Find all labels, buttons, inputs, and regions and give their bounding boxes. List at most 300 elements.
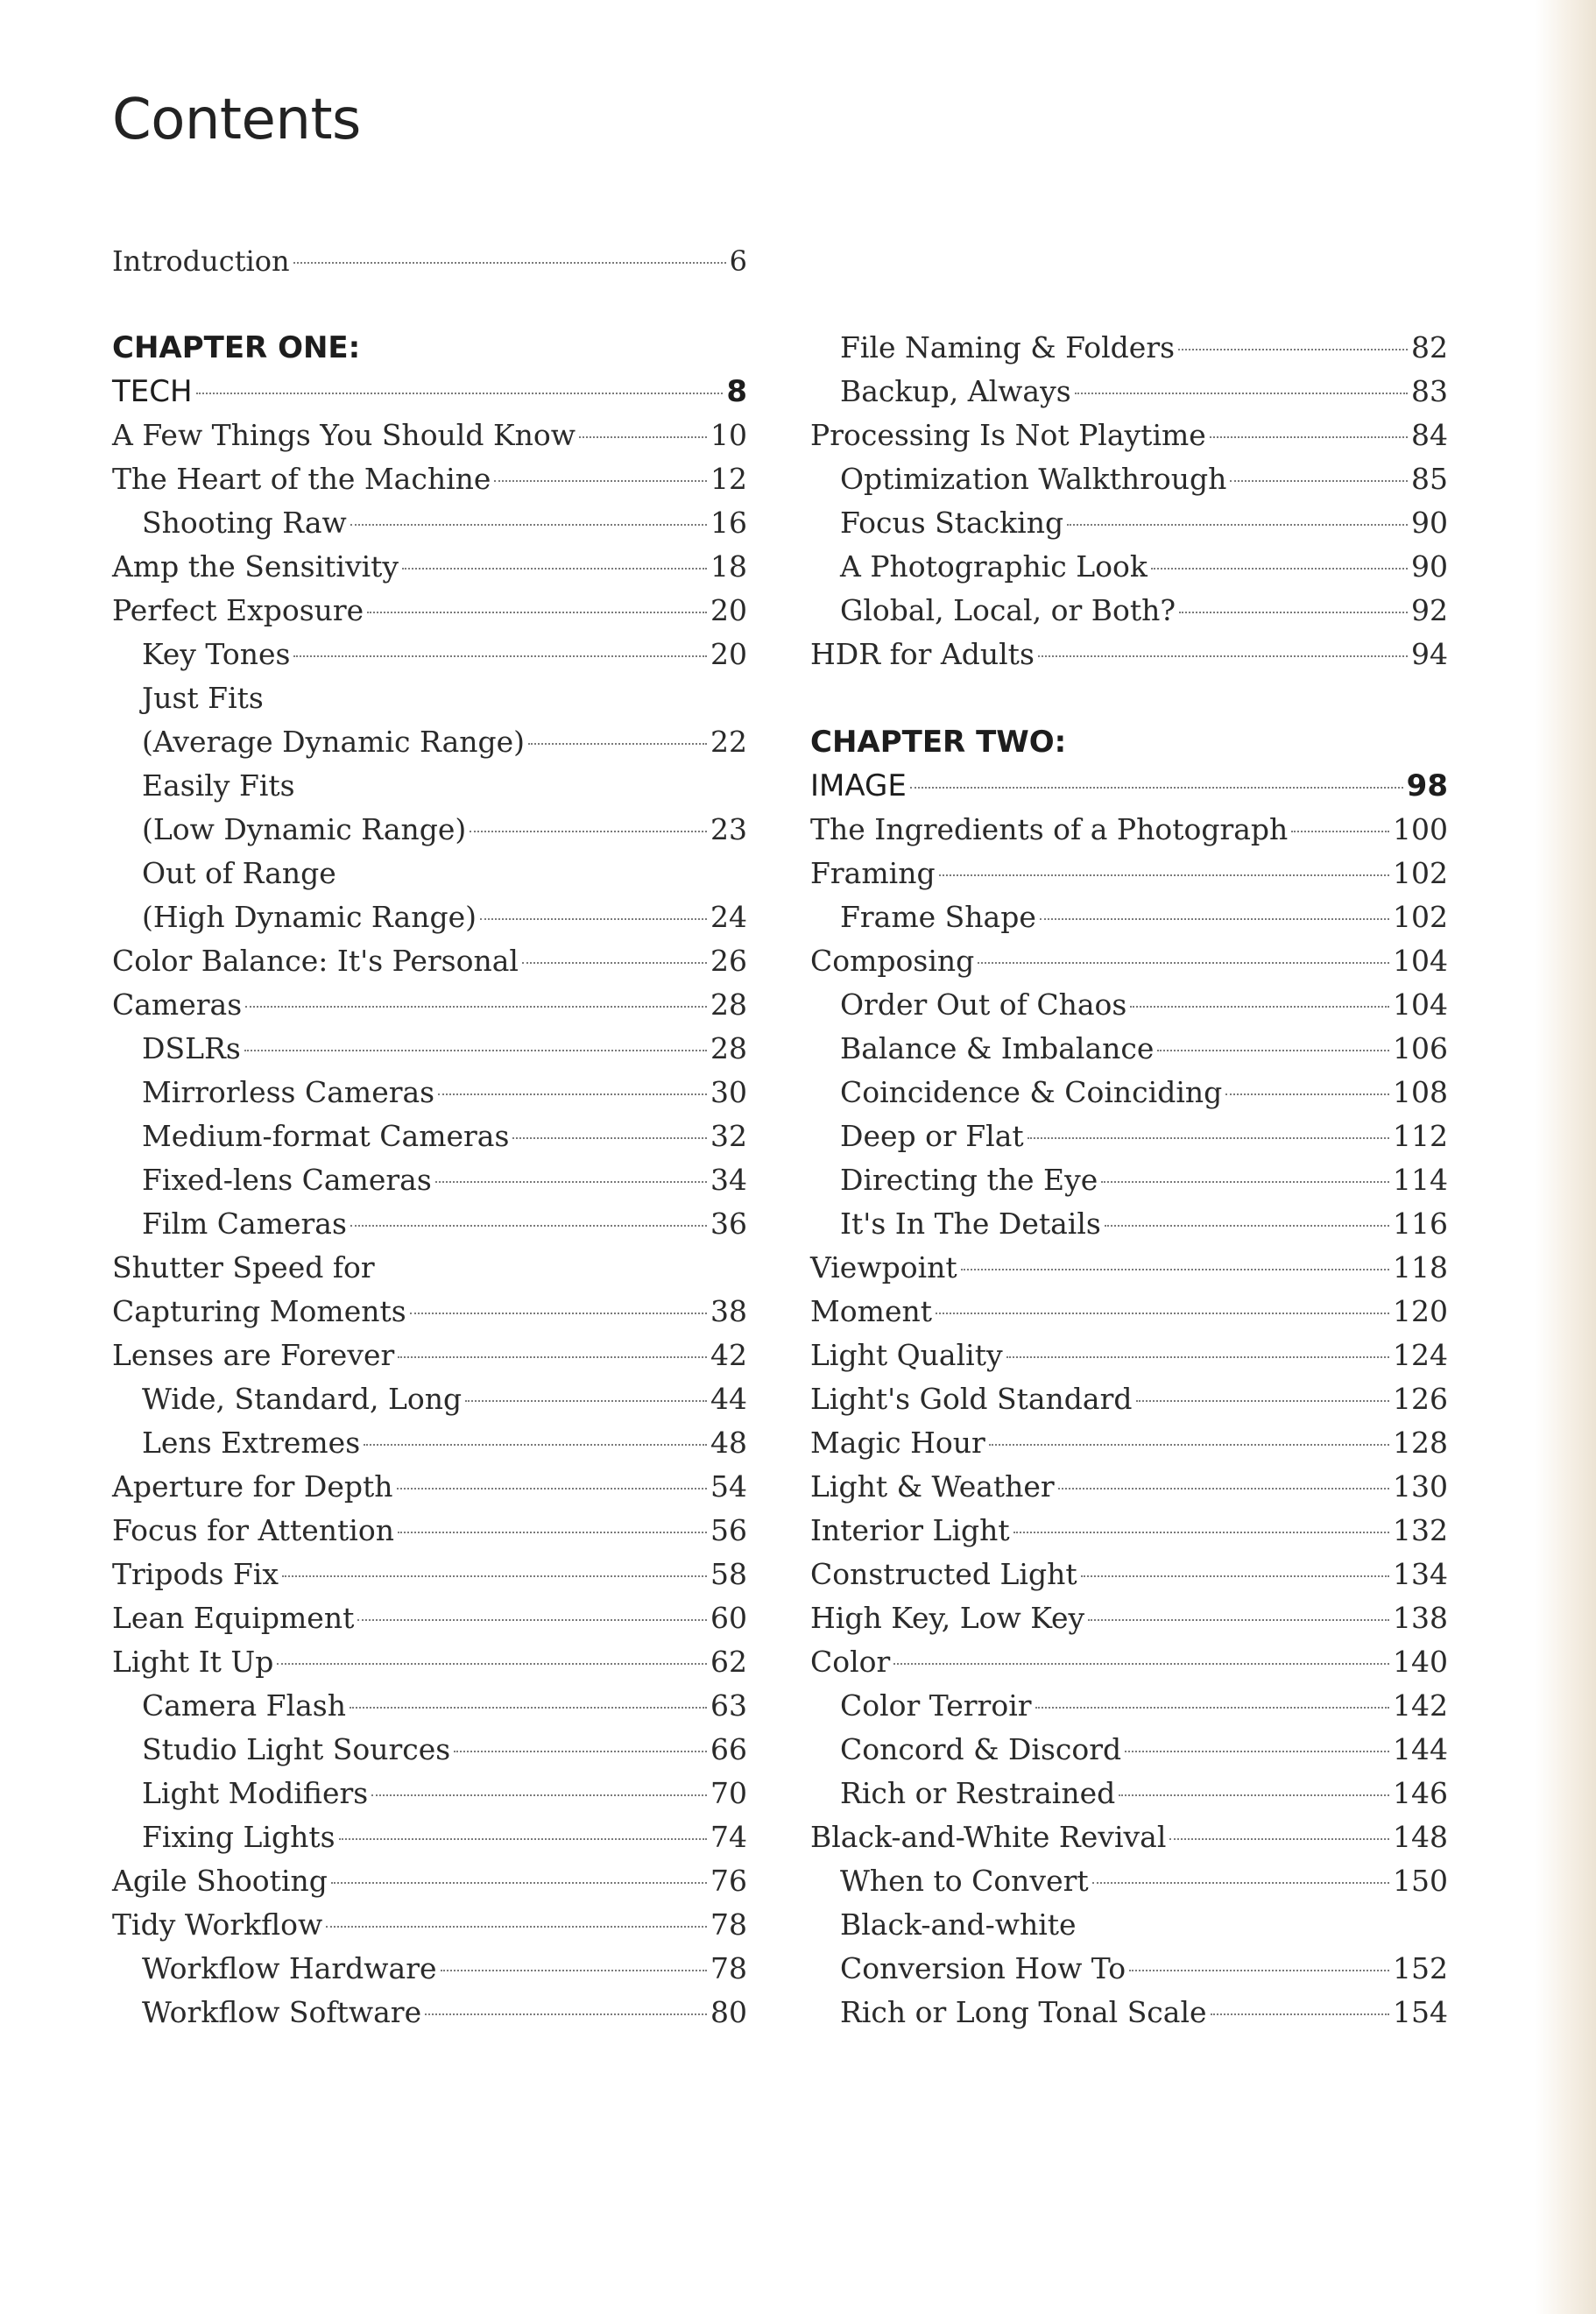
toc-entry[interactable]: [810, 414, 1448, 457]
toc-entry-label: Shooting Raw: [142, 506, 347, 540]
toc-entry-label: Moment: [810, 1294, 932, 1328]
toc-entry-page: 32: [710, 1119, 747, 1153]
leader-dots: [1067, 523, 1408, 526]
toc-entry[interactable]: [810, 1772, 1448, 1815]
leader-dots: [350, 523, 707, 526]
toc-entry-label: Directing the Eye: [840, 1163, 1098, 1197]
toc-entry[interactable]: [112, 1465, 747, 1509]
toc-entry[interactable]: [810, 1027, 1448, 1071]
toc-entry[interactable]: [810, 1158, 1448, 1202]
toc-entry-label: Fixed-lens Cameras: [142, 1163, 432, 1197]
toc-entry[interactable]: [112, 1815, 747, 1859]
introduction-entry-wrap: [112, 239, 747, 283]
leader-dots: [398, 1531, 707, 1533]
leader-dots: [326, 1925, 707, 1928]
leader-dots: [1130, 1005, 1389, 1008]
leader-dots: [438, 1093, 707, 1095]
toc-entry-page: 62: [710, 1645, 747, 1679]
toc-entry[interactable]: [810, 326, 1448, 370]
toc-entry-page: 28: [710, 987, 747, 1022]
toc-entry-page: 42: [710, 1338, 747, 1372]
leader-dots: [293, 655, 707, 657]
toc-entry[interactable]: [112, 1202, 747, 1246]
leader-dots: [936, 1312, 1389, 1314]
toc-entry-page: 114: [1393, 1163, 1448, 1197]
toc-entry[interactable]: [810, 633, 1448, 676]
toc-entry-page: 34: [710, 1163, 747, 1197]
leader-dots: [1058, 1487, 1389, 1490]
leader-dots: [893, 1662, 1389, 1665]
toc-entry[interactable]: [112, 676, 747, 720]
toc-entry-label: Color: [810, 1645, 891, 1679]
toc-entry[interactable]: [810, 1903, 1448, 1947]
toc-entry-label: Light Modifiers: [142, 1776, 369, 1810]
toc-entry-page: 78: [710, 1951, 747, 1985]
toc-entry-page: 10: [710, 418, 747, 452]
toc-entry-page: 60: [710, 1601, 747, 1635]
toc-entry[interactable]: [112, 720, 747, 764]
toc-entry-label: (High Dynamic Range): [142, 900, 477, 934]
toc-entry-label: Lenses are Forever: [112, 1338, 395, 1372]
toc-entry-page: 118: [1393, 1250, 1448, 1284]
leader-dots: [1210, 435, 1408, 438]
toc-entry-label: Viewpoint: [810, 1250, 957, 1284]
toc-entry-page: 142: [1393, 1688, 1448, 1723]
leader-dots: [1040, 917, 1389, 920]
chapter-one-name: TECH: [112, 374, 193, 409]
toc-entry-page: 78: [710, 1907, 747, 1942]
toc-entry-page: 128: [1393, 1426, 1448, 1460]
leader-dots: [1013, 1531, 1389, 1533]
toc-entry[interactable]: [112, 1158, 747, 1202]
leader-dots: [397, 1487, 707, 1490]
toc-entry[interactable]: [112, 1859, 747, 1903]
leader-dots: [961, 1268, 1389, 1270]
toc-entry-label: Film Cameras: [142, 1207, 347, 1241]
leader-dots: [277, 1662, 707, 1665]
toc-entry-label: Camera Flash: [142, 1688, 346, 1723]
toc-entry-page: 20: [710, 593, 747, 627]
toc-entry[interactable]: [112, 1290, 747, 1334]
toc-entry-page: 126: [1393, 1382, 1448, 1416]
toc-entry[interactable]: [112, 501, 747, 545]
toc-entry[interactable]: [112, 633, 747, 676]
leader-dots: [293, 261, 726, 264]
toc-entry[interactable]: [810, 1377, 1448, 1421]
leader-dots: [1038, 655, 1408, 657]
toc-entry[interactable]: [112, 1947, 747, 1991]
toc-entry-page: 90: [1411, 549, 1448, 584]
toc-entry[interactable]: [112, 1684, 747, 1728]
toc-entry-page: 104: [1393, 987, 1448, 1022]
toc-entry-label: (Low Dynamic Range): [142, 812, 467, 846]
leader-dots: [1035, 1706, 1389, 1709]
leader-dots: [522, 961, 707, 964]
leader-dots: [1179, 611, 1408, 613]
toc-entry-label: Workflow Hardware: [142, 1951, 437, 1985]
leader-dots: [465, 1399, 707, 1402]
toc-entry[interactable]: [810, 1553, 1448, 1596]
toc-entry-label: Black-and-white: [840, 1907, 1077, 1942]
leader-dots: [1129, 1969, 1389, 1971]
leader-dots: [245, 1005, 707, 1008]
toc-entry[interactable]: [810, 501, 1448, 545]
toc-entry[interactable]: [810, 808, 1448, 852]
toc-entry[interactable]: [810, 1859, 1448, 1903]
toc-entry-page: 76: [710, 1864, 747, 1898]
leader-dots: [1088, 1618, 1389, 1621]
leader-dots: [244, 1049, 707, 1051]
toc-entry-label: When to Convert: [840, 1864, 1089, 1898]
toc-entry-label: Tripods Fix: [112, 1557, 279, 1591]
toc-entry[interactable]: [810, 1421, 1448, 1465]
page-edge-shadow: [1535, 0, 1596, 2314]
toc-entry-page: 152: [1393, 1951, 1448, 1985]
toc-entry-page: 132: [1393, 1513, 1448, 1547]
leader-dots: [1006, 1355, 1389, 1358]
toc-entry[interactable]: [810, 895, 1448, 939]
toc-entry[interactable]: [112, 939, 747, 983]
toc-entry-page: 106: [1393, 1031, 1448, 1065]
leader-dots: [1125, 1750, 1389, 1752]
toc-entry[interactable]: [112, 1334, 747, 1377]
toc-entry[interactable]: [810, 1290, 1448, 1334]
leader-dots: [350, 1706, 707, 1709]
toc-entry-page: 16: [710, 506, 747, 540]
toc-entry-label: Cameras: [112, 987, 243, 1022]
toc-column-left: [112, 326, 747, 2034]
toc-entry-page: 83: [1411, 374, 1448, 408]
leader-dots: [1178, 348, 1408, 350]
toc-entry-page: 66: [710, 1732, 747, 1766]
leader-dots: [1151, 567, 1408, 570]
toc-entry-page: 24: [710, 900, 747, 934]
chapter-one-page: 8: [726, 374, 747, 409]
toc-entry-page: 36: [710, 1207, 747, 1241]
toc-entry-label: Black-and-White Revival: [810, 1820, 1167, 1854]
toc-entry-label: Color Terroir: [840, 1688, 1032, 1723]
leader-dots: [371, 1794, 707, 1796]
toc-entry-page: 108: [1393, 1075, 1448, 1109]
toc-entry-label: Agile Shooting: [112, 1864, 328, 1898]
toc-entry-page: 56: [710, 1513, 747, 1547]
toc-entry-page: 104: [1393, 944, 1448, 978]
toc-entry[interactable]: [112, 983, 747, 1027]
toc-entry[interactable]: [112, 1246, 747, 1290]
toc-column-right: [810, 326, 1448, 2034]
toc-entry-label: Wide, Standard, Long: [142, 1382, 463, 1416]
toc-entry-label: Color Balance: It's Personal: [112, 944, 519, 978]
toc-entry-label: Magic Hour: [810, 1426, 985, 1460]
toc-entry[interactable]: [112, 852, 747, 895]
toc-entry-page: 84: [1411, 418, 1448, 452]
leader-dots: [978, 961, 1389, 964]
toc-entry-page: 94: [1411, 637, 1448, 671]
leader-dots: [910, 787, 1403, 789]
leader-dots: [350, 1224, 707, 1227]
leader-dots: [425, 2013, 707, 2015]
toc-entry-page: 70: [710, 1776, 747, 1810]
toc-entry-label: Light Quality: [810, 1338, 1003, 1372]
toc-entry-page: 80: [710, 1995, 747, 2029]
toc-entry[interactable]: [810, 1509, 1448, 1553]
toc-entry[interactable]: [810, 939, 1448, 983]
toc-entry-page: 23: [710, 812, 747, 846]
toc-entry[interactable]: [112, 1991, 747, 2034]
toc-entry-label: Order Out of Chaos: [840, 987, 1127, 1022]
toc-entry-label: Concord & Discord: [840, 1732, 1122, 1766]
toc-entry-page: 134: [1393, 1557, 1448, 1591]
toc-entry-label: Framing: [810, 856, 936, 890]
chapter-one-entries: [112, 414, 747, 2034]
toc-entry-page: 54: [710, 1469, 747, 1504]
toc-entry-page: 20: [710, 637, 747, 671]
toc-entry-label: Backup, Always: [840, 374, 1071, 408]
leader-dots: [1092, 1881, 1389, 1884]
toc-entry[interactable]: [112, 1071, 747, 1115]
toc-entry-label: Deep or Flat: [840, 1119, 1024, 1153]
toc-entry-label: Easily Fits: [142, 768, 295, 803]
toc-entry[interactable]: [810, 1115, 1448, 1158]
leader-dots: [331, 1881, 707, 1884]
toc-entry-page: 48: [710, 1426, 747, 1460]
toc-entry[interactable]: [112, 1640, 747, 1684]
toc-entry-label: HDR for Adults: [810, 637, 1035, 671]
toc-entry[interactable]: [112, 1596, 747, 1640]
toc-entry[interactable]: [112, 1553, 747, 1596]
leader-dots: [989, 1443, 1389, 1446]
toc-entry-label: Key Tones: [142, 637, 291, 671]
toc-entry-label: Fixing Lights: [142, 1820, 335, 1854]
leader-dots: [1291, 830, 1389, 832]
toc-entry[interactable]: [810, 370, 1448, 414]
toc-entry-page: 30: [710, 1075, 747, 1109]
leader-dots: [410, 1312, 707, 1314]
toc-entry[interactable]: [810, 1991, 1448, 2034]
toc-entry-label: Perfect Exposure: [112, 593, 364, 627]
toc-entry-label: Constructed Light: [810, 1557, 1077, 1591]
leader-dots: [398, 1355, 707, 1358]
toc-entry-label: The Ingredients of a Photograph: [810, 812, 1289, 846]
leader-dots: [1211, 2013, 1389, 2015]
toc-entry-label: Medium-format Cameras: [142, 1119, 510, 1153]
leader-dots: [402, 567, 707, 570]
toc-entry-label: Light's Gold Standard: [810, 1382, 1133, 1416]
toc-entry-page: 146: [1393, 1776, 1448, 1810]
leader-dots: [1081, 1575, 1389, 1577]
toc-entry-page: 124: [1393, 1338, 1448, 1372]
toc-entry-label: File Naming & Folders: [840, 330, 1176, 364]
toc-entry[interactable]: [112, 764, 747, 808]
leader-dots: [282, 1575, 707, 1577]
toc-entry-page: 138: [1393, 1601, 1448, 1635]
toc-entry[interactable]: [112, 1728, 747, 1772]
toc-entry-label: Interior Light: [810, 1513, 1010, 1547]
toc-entry-label: A Few Things You Should Know: [112, 418, 576, 452]
toc-entry-page: 44: [710, 1382, 747, 1416]
leader-dots: [1028, 1136, 1389, 1139]
toc-entry-page: 150: [1393, 1864, 1448, 1898]
leader-dots: [1101, 1180, 1389, 1183]
toc-entry[interactable]: [112, 1903, 747, 1947]
toc-entry-page: 26: [710, 944, 747, 978]
toc-entry-label: Rich or Long Tonal Scale: [840, 1995, 1207, 2029]
toc-entry[interactable]: [810, 1334, 1448, 1377]
toc-entry[interactable]: [112, 1421, 747, 1465]
toc-entry-label: Light & Weather: [810, 1469, 1055, 1504]
toc-entry-label: Optimization Walkthrough: [840, 462, 1227, 496]
toc-entry-label: Focus Stacking: [840, 506, 1064, 540]
toc-entry-page: 102: [1393, 900, 1448, 934]
chapter-two-title-entry[interactable]: [810, 764, 1448, 808]
toc-entry-label: Just Fits: [142, 681, 264, 715]
toc-entry[interactable]: [112, 1115, 747, 1158]
toc-entry-page: 140: [1393, 1645, 1448, 1679]
toc-entry-label: The Heart of the Machine: [112, 462, 491, 496]
leader-dots: [470, 830, 707, 832]
toc-entry-label: Aperture for Depth: [112, 1469, 393, 1504]
toc-entry[interactable]: [112, 1027, 747, 1071]
toc-entry[interactable]: [810, 545, 1448, 589]
toc-entry-label: Processing Is Not Playtime: [810, 418, 1206, 452]
toc-entry-label: (Average Dynamic Range): [142, 725, 526, 759]
toc-entry-label: Shutter Speed for: [112, 1250, 375, 1284]
chapter-two-name: IMAGE: [810, 768, 907, 803]
leader-dots: [1157, 1049, 1389, 1051]
leader-dots: [367, 611, 707, 613]
toc-entry-label: Amp the Sensitivity: [112, 549, 399, 584]
toc-entry-label: Workflow Software: [142, 1995, 422, 2029]
chapter-one-title-entry[interactable]: [112, 370, 747, 414]
toc-entry[interactable]: [810, 1246, 1448, 1290]
toc-entry-page: 116: [1393, 1207, 1448, 1241]
leader-dots: [1225, 1093, 1389, 1095]
toc-entry-page: 74: [710, 1820, 747, 1854]
toc-entry[interactable]: [810, 852, 1448, 895]
toc-entry[interactable]: [112, 808, 747, 852]
toc-entry[interactable]: [810, 1071, 1448, 1115]
leader-dots: [441, 1969, 707, 1971]
leader-dots: [357, 1618, 707, 1621]
toc-entry[interactable]: [810, 1465, 1448, 1509]
toc-entry[interactable]: [810, 1596, 1448, 1640]
leader-dots: [1105, 1224, 1389, 1227]
toc-entry-label: Introduction: [112, 244, 290, 278]
toc-entry-page: 130: [1393, 1469, 1448, 1504]
leader-dots: [339, 1837, 707, 1840]
toc-entry-label: Global, Local, or Both?: [840, 593, 1176, 627]
toc-entry-label: Frame Shape: [840, 900, 1036, 934]
leader-dots: [939, 874, 1389, 876]
toc-entry-label: Tidy Workflow: [112, 1907, 323, 1942]
chapter-two-heading: CHAPTER TWO:: [810, 725, 1067, 760]
chapter-two-entries: [810, 808, 1448, 2034]
toc-entry[interactable]: [112, 1772, 747, 1815]
toc-entry-label: Light It Up: [112, 1645, 274, 1679]
toc-entry-label: Rich or Restrained: [840, 1776, 1116, 1810]
toc-entry-page: 100: [1393, 812, 1448, 846]
toc-entry-label: Balance & Imbalance: [840, 1031, 1155, 1065]
toc-entry-label: Lean Equipment: [112, 1601, 355, 1635]
toc-entry-page: 112: [1393, 1119, 1448, 1153]
toc-entry[interactable]: [112, 895, 747, 939]
toc-entry-label: Lens Extremes: [142, 1426, 361, 1460]
leader-dots: [1136, 1399, 1390, 1402]
toc-entry-page: 102: [1393, 856, 1448, 890]
toc-entry[interactable]: [810, 1202, 1448, 1246]
toc-entry[interactable]: [112, 545, 747, 589]
chapter-two-page: 98: [1406, 768, 1448, 803]
toc-entry[interactable]: [112, 1377, 747, 1421]
toc-entry-page: 18: [710, 549, 747, 584]
leader-dots: [364, 1443, 707, 1446]
toc-entry[interactable]: [810, 589, 1448, 633]
toc-entry-page: 90: [1411, 506, 1448, 540]
toc-entry-page: 58: [710, 1557, 747, 1591]
toc-entry-page: 144: [1393, 1732, 1448, 1766]
leader-dots: [454, 1750, 707, 1752]
leader-dots: [528, 742, 707, 745]
toc-entry-label: A Photographic Look: [840, 549, 1148, 584]
leader-dots: [435, 1180, 707, 1183]
leader-dots: [1169, 1837, 1389, 1840]
toc-entry-page: 6: [729, 244, 747, 278]
chapter-gap: [810, 676, 1448, 720]
toc-entry[interactable]: [810, 1815, 1448, 1859]
toc-entry[interactable]: [112, 589, 747, 633]
toc-entry[interactable]: [810, 1947, 1448, 1991]
toc-entry-label: Composing: [810, 944, 975, 978]
toc-entry-page: 63: [710, 1688, 747, 1723]
leader-dots: [494, 479, 707, 482]
leader-dots: [196, 393, 724, 394]
toc-entry-page: 12: [710, 462, 747, 496]
toc-entry-label: Mirrorless Cameras: [142, 1075, 435, 1109]
toc-entry-label: DSLRs: [142, 1031, 241, 1065]
toc-entry-page: 38: [710, 1294, 747, 1328]
toc-entry-page: 82: [1411, 330, 1448, 364]
toc-entry-label: It's In The Details: [840, 1207, 1101, 1241]
toc-entry[interactable]: [112, 1509, 747, 1553]
toc-entry-label: High Key, Low Key: [810, 1601, 1085, 1635]
toc-entry[interactable]: [112, 457, 747, 501]
leader-dots: [1075, 392, 1408, 394]
toc-entry[interactable]: [810, 1684, 1448, 1728]
toc-entry-label: Capturing Moments: [112, 1294, 406, 1328]
toc-entry[interactable]: [112, 414, 747, 457]
leader-dots: [579, 435, 707, 438]
toc-entry-label: Conversion How To: [840, 1951, 1126, 1985]
leader-dots: [1230, 479, 1408, 482]
toc-entry-page: 120: [1393, 1294, 1448, 1328]
toc-entry-introduction[interactable]: [112, 239, 747, 283]
toc-entry-page: 22: [710, 725, 747, 759]
leader-dots: [1119, 1794, 1389, 1796]
toc-entry-label: Coincidence & Coinciding: [840, 1075, 1223, 1109]
chapter-one-heading: CHAPTER ONE:: [112, 330, 361, 365]
toc-entry-page: 92: [1411, 593, 1448, 627]
toc-entry-page: 154: [1393, 1995, 1448, 2029]
chapter-one-continued-entries: [810, 326, 1448, 676]
page-title: Contents: [112, 88, 361, 152]
toc-entry-page: 85: [1411, 462, 1448, 496]
toc-entry[interactable]: [810, 1640, 1448, 1684]
toc-entry[interactable]: [810, 983, 1448, 1027]
toc-entry[interactable]: [810, 457, 1448, 501]
leader-dots: [480, 917, 707, 920]
toc-entry-page: 148: [1393, 1820, 1448, 1854]
toc-entry[interactable]: [810, 1728, 1448, 1772]
